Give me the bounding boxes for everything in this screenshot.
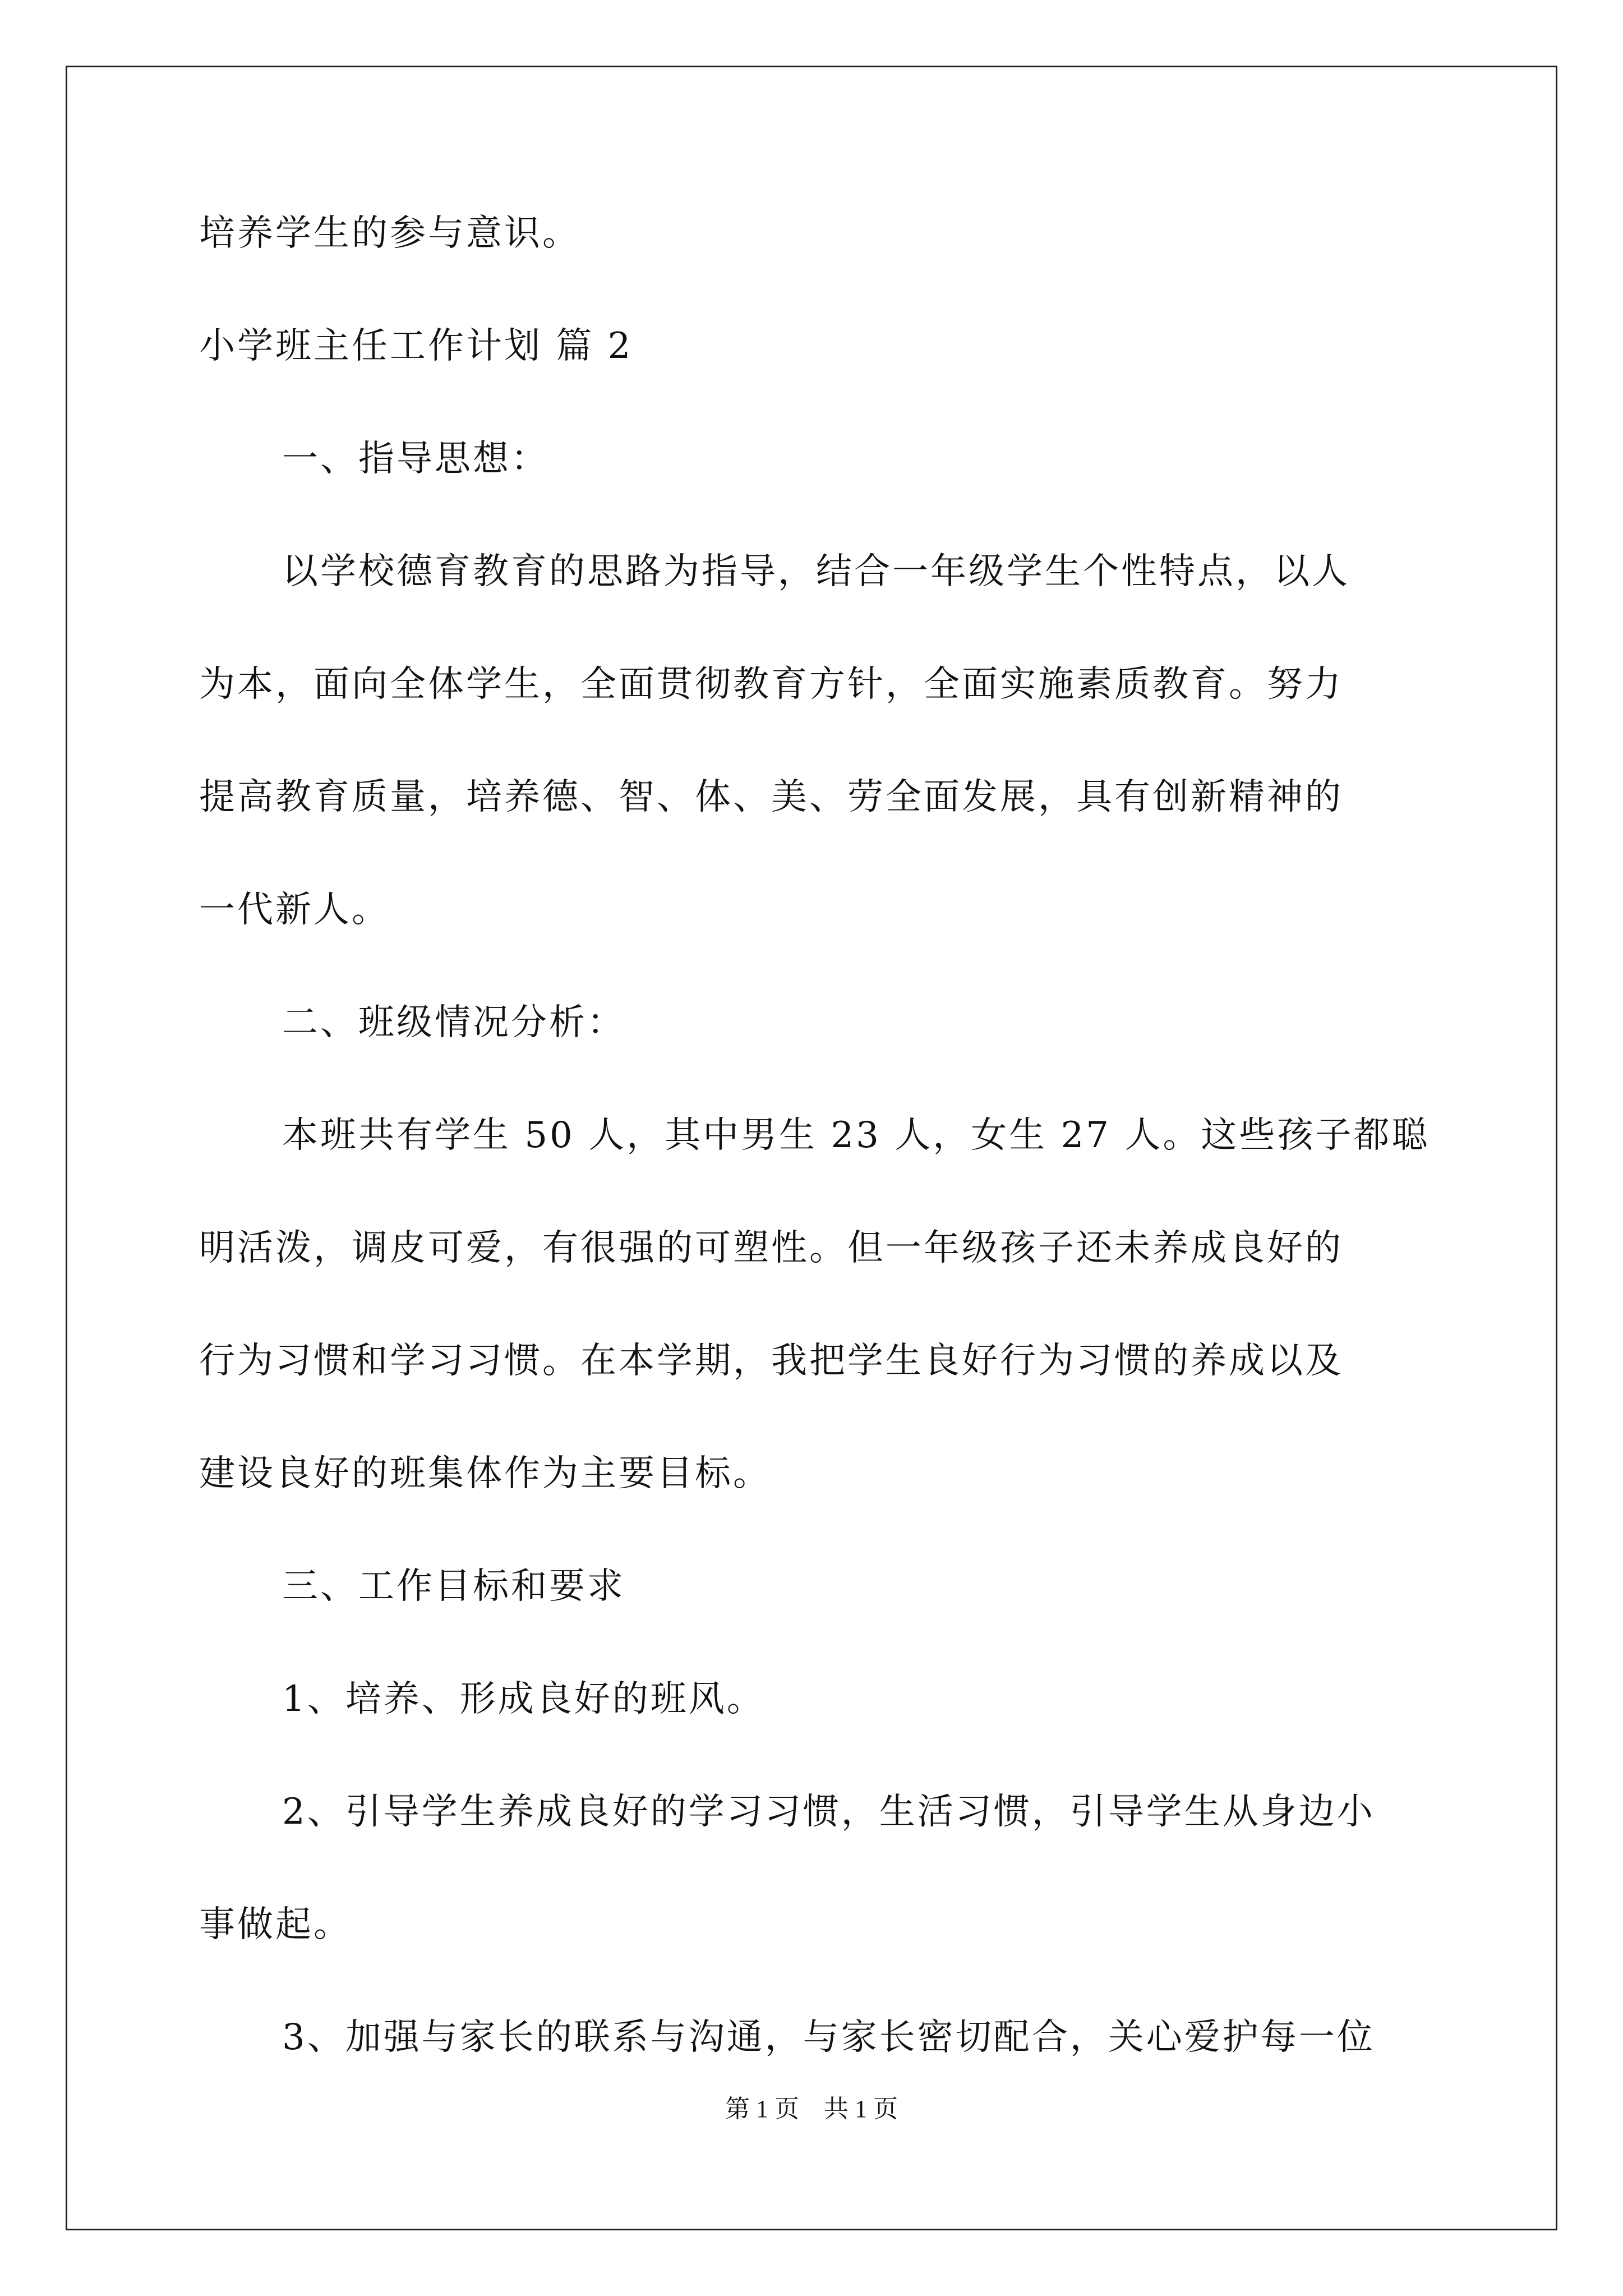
- paragraph-line: 事做起。: [199, 1904, 352, 1945]
- heading-guiding-ideology: 一、指导思想：: [282, 438, 549, 480]
- paragraph-line: 提高教育质量，培养德、智、体、美、劳全面发展，具有创新精神的: [199, 776, 1343, 818]
- page-footer: 第 1 页 共 1 页: [725, 2095, 898, 2123]
- paragraph-line: 建设良好的班集体作为主要目标。: [199, 1453, 771, 1494]
- heading-class-analysis: 二、班级情况分析：: [282, 1002, 625, 1043]
- paragraph-line: 本班共有学生 50 人，其中男生 23 人，女生 27 人。这些孩子都聪: [282, 1115, 1430, 1156]
- section-title: 小学班主任工作计划 篇 2: [199, 325, 633, 367]
- list-item: 1、培养、形成良好的班风。: [282, 1678, 765, 1720]
- list-item: 2、引导学生养成良好的学习习惯，生活习惯，引导学生从身边小: [282, 1791, 1375, 1833]
- paragraph-line: 明活泼，调皮可爱，有很强的可塑性。但一年级孩子还未养成良好的: [199, 1227, 1343, 1269]
- paragraph-line: 一代新人。: [199, 889, 390, 931]
- paragraph-line: 为本，面向全体学生，全面贯彻教育方针，全面实施素质教育。努力: [199, 664, 1343, 705]
- paragraph-line: 行为习惯和学习习惯。在本学期，我把学生良好行为习惯的养成以及: [199, 1340, 1343, 1382]
- heading-goals: 三、工作目标和要求: [282, 1566, 625, 1607]
- paragraph-line: 培养学生的参与意识。: [199, 213, 580, 254]
- paragraph-line: 以学校德育教育的思路为指导，结合一年级学生个性特点，以人: [282, 551, 1350, 592]
- list-item: 3、加强与家长的联系与沟通，与家长密切配合，关心爱护每一位: [282, 2017, 1375, 2058]
